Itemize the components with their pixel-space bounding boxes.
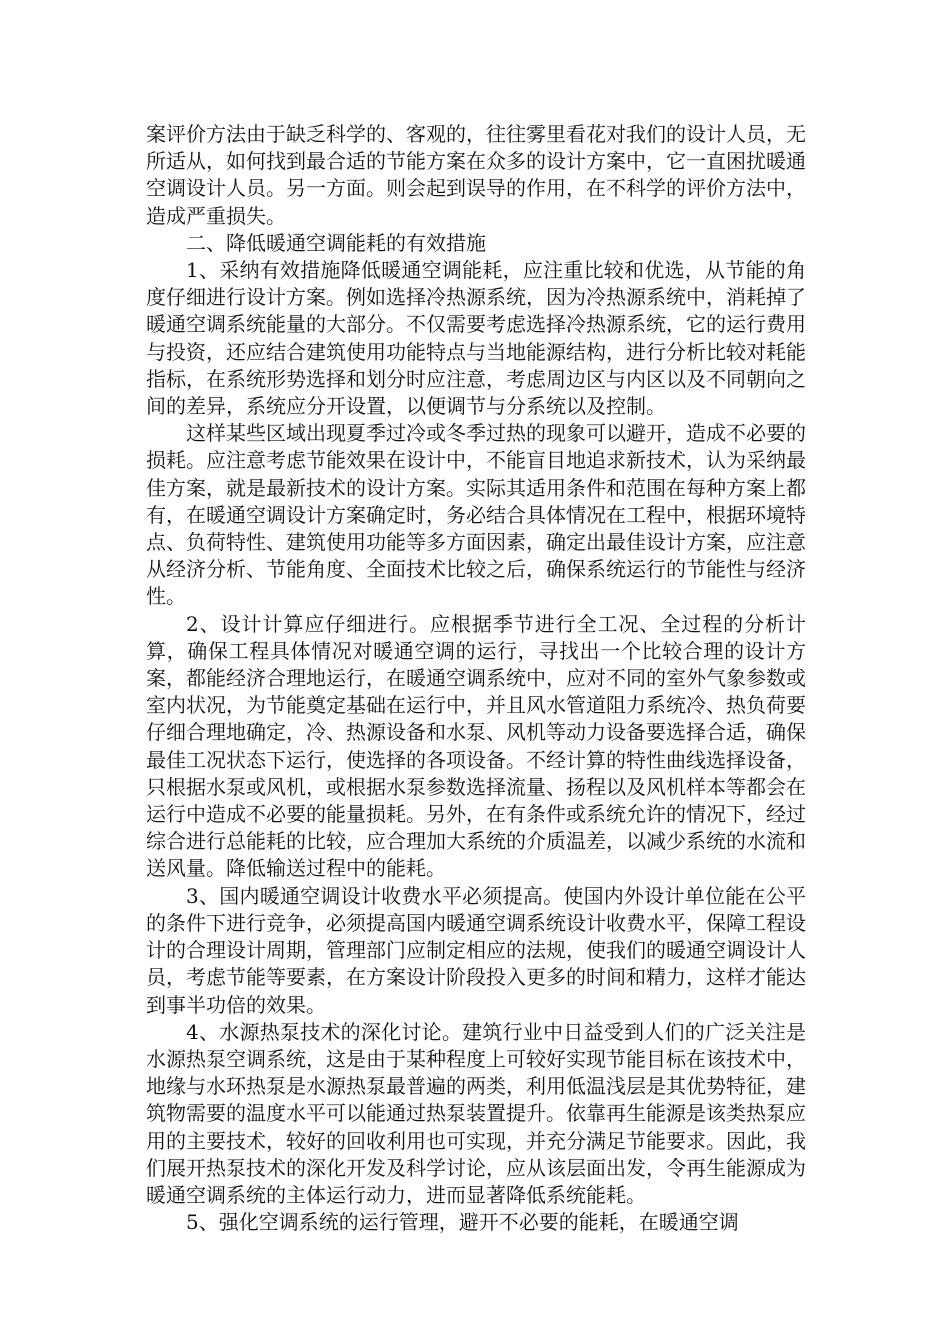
paragraph-measure-1: 1、采纳有效措施降低暖通空调能耗，应注重比较和优选，从节能的角度仔细进行设计方案。例如选择冷热源系统，因为冷热源系统中，消耗掉了暖通空调系统能量的大部分。不仅需要考虑选择冷热源系统，它的运行费用与投资，还应结合建筑使用功能特点与当地能源结构，进行分析比较对耗能指标，在系统形势选择和划分时应注意，考虑周边区与内区以及不同朝向之间的差异，系统应分开设置，以便调节与分系统以及控制。 [146,258,806,419]
paragraph-continuation: 案评价方法由于缺乏科学的、客观的，往往雾里看花对我们的设计人员，无所适从，如何找到最合适的节能方案在众多的设计方案中，它一直困扰暖通空调设计人员。另一方面。则会起到误导的作用，在不科学的评价方法中，造成严重损失。 [146,122,806,228]
document-page [146,121,806,1236]
paragraph-measure-2: 2、设计计算应仔细进行。应根据季节进行全工况、全过程的分析计算，确保工程具体情况对暖通空调的运行，寻找出一个比较合理的设计方案，都能经济合理地运行，在暖通空调系统中，应对不同的室外气象参数或室内状况，为节能奠定基础在运行中，并且风水管道阻力系统冷、热负荷要仔细合理地确定，冷、热源设备和水泵、风机等动力设备要选择合适，确保最佳工况状态下运行，使选择的各项设备。不经计算的特性曲线选择设备，只根据水泵或风机，或根据水泵参数选择流量、扬程以及风机样本等都会在运行中造成不必要的能量损耗。另外，在有条件或系统允许的情况下，经过综合进行总能耗的比较，应合理加大系统的介质温差，以减少系统的水流和送风量。降低输送过程中的能耗。 [146,611,806,881]
paragraph-measure-3: 3、国内暖通空调设计收费水平必须提高。使国内外设计单位能在公平的条件下进行竞争，必须提高国内暖通空调系统设计收费水平，保障工程设计的合理设计周期，管理部门应制定相应的法规，使我们的暖通空调设计人员，考虑节能等要素，在方案设计阶段投入更多的时间和精力，这样才能达到事半功倍的效果。 [146,883,806,1017]
paragraph-measure-5: 5、强化空调系统的运行管理，避开不必要的能耗，在暖通空调 [186,1210,739,1235]
paragraph-measure-1-cont: 这样某些区域出现夏季过冷或冬季过热的现象可以避开，造成不必要的损耗。应注意考虑节能效果在设计中，不能盲目地追求新技术，认为采纳最佳方案，就是最新技术的设计方案。实际其适用条件和范围在每种方案上都有，在暖通空调设计方案确定时，务必结合具体情况在工程中，根据环境特点、负荷特性、建筑使用功能等多方面因素，确定出最佳设计方案，应注意从经济分析、节能角度、全面技术比较之后，确保系统运行的节能性与经济性。 [146,421,806,609]
section-heading: 二、降低暖通空调能耗的有效措施 [186,230,486,255]
paragraph-measure-4: 4、水源热泵技术的深化讨论。建筑行业中日益受到人们的广泛关注是水源热泵空调系统，这是由于某种程度上可较好实现节能目标在该技术中，地缘与水环热泵是水源热泵最普遍的两类，利用低温浅层是其优势特征，建筑物需要的温度水平可以能通过热泵装置提升。依靠再生能源是该类热泵应用的主要技术，较好的回收利用也可实现，并充分满足节能要求。因此，我们展开热泵技术的深化开发及科学讨论，应从该层面出发，令再生能源成为暖通空调系统的主体运行动力，进而显著降低系统能耗。 [146,1019,806,1207]
